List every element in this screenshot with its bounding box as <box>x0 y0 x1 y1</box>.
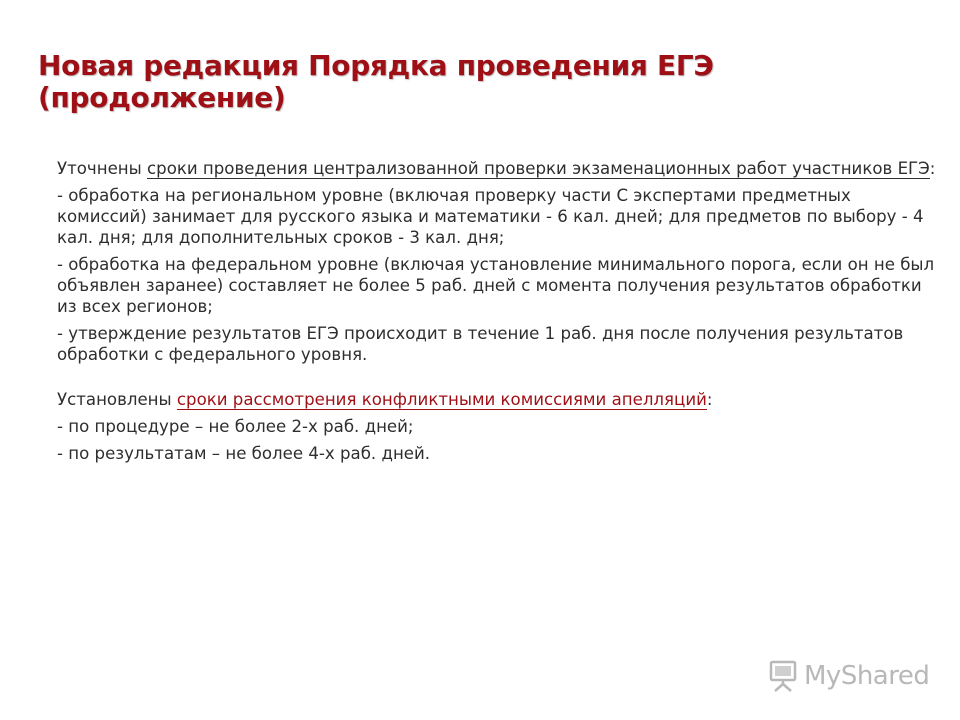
presentation-board-icon <box>768 659 798 693</box>
block1-item-federal: - обработка на федеральном уровне (включая установление минимального порога, если он не был объявлен заранее) составляет не более 5 раб. дней с момента получения результатов обработки из всех регионов; <box>57 255 935 316</box>
block1-intro-link: сроки проведения централизованной проверки экзаменационных работ участников ЕГЭ <box>147 159 930 178</box>
block2-intro-suffix: : <box>706 390 713 409</box>
block2-item-procedure: - по процедуре – не более 2-х раб. дней; <box>57 417 414 436</box>
title-line-2: (продолжение) <box>38 81 286 114</box>
block2-intro <box>57 389 937 410</box>
block1-intro-suffix: : <box>929 159 936 178</box>
watermark-text: MyShared <box>804 661 930 691</box>
block2-intro-prefix: Установлены <box>57 390 177 409</box>
slide-content <box>57 158 937 470</box>
block1-intro-prefix: Уточнены <box>57 159 148 178</box>
block2-intro-link: сроки рассмотрения конфликтными комиссиями апелляций <box>176 390 707 409</box>
block1-item-approval: - утверждение результатов ЕГЭ происходит в течение 1 раб. дня после получения результатов обработки с федерального уровня. <box>57 324 904 364</box>
watermark <box>768 656 929 696</box>
slide-title <box>38 50 918 114</box>
block1-item-regional: - обработка на региональном уровне (включая проверку части С экспертами предметных комиссий) занимает для русского языка и математики - 6 кал. дней; для предметов по выбору - 4 кал. дня; для дополнительных сроков - 3 кал. дня; <box>57 186 924 247</box>
block1-intro <box>57 158 937 179</box>
block2-item-results: - по результатам – не более 4-х раб. дней. <box>57 444 431 463</box>
title-line-1: Новая редакция Порядка проведения ЕГЭ <box>38 49 714 82</box>
